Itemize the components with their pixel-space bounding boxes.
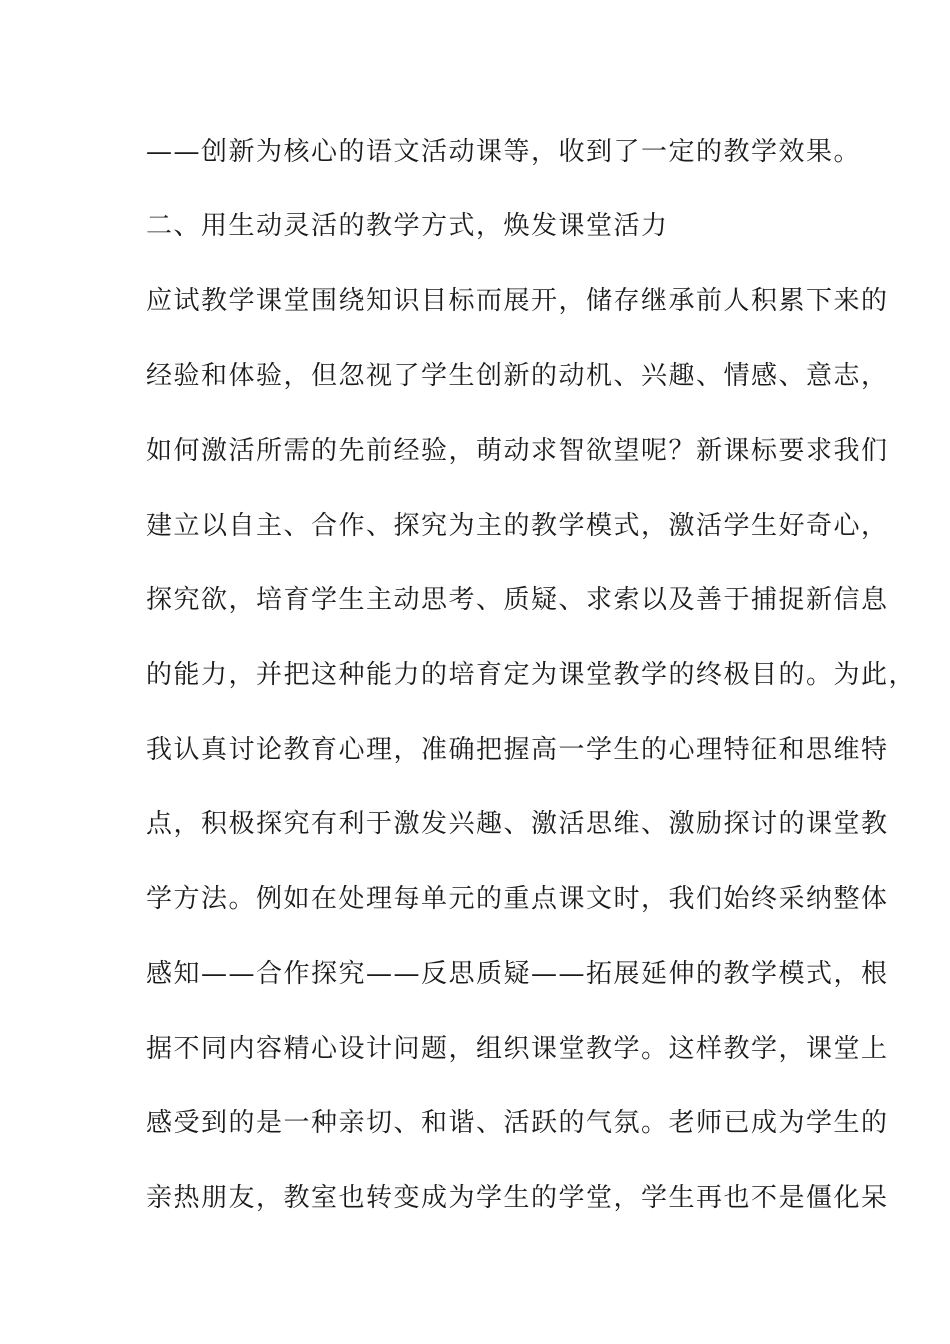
- paragraph-line: 据不同内容精心设计问题，组织课堂教学。这样教学，课堂上: [146, 1034, 889, 1064]
- paragraph-line: 学方法。例如在处理每单元的重点课文时，我们始终采纳整体: [146, 884, 889, 914]
- paragraph-line: 亲热朋友，教室也转变成为学生的学堂，学生再也不是僵化呆: [146, 1183, 889, 1213]
- paragraph-line: 探究欲，培育学生主动思考、质疑、求索以及善于捕捉新信息: [146, 585, 889, 615]
- paragraph-line: 我认真讨论教育心理，准确把握高一学生的心理特征和思维特: [146, 735, 889, 765]
- paragraph-line: 感知——合作探究——反思质疑——拓展延伸的教学模式，根: [146, 959, 889, 989]
- paragraph-line: 如何激活所需的先前经验，萌动求智欲望呢？新课标要求我们: [146, 436, 889, 466]
- paragraph-line: 建立以自主、合作、探究为主的教学模式，激活学生好奇心，: [146, 511, 889, 541]
- section-heading: 二、用生动灵活的教学方式，焕发课堂活力: [146, 211, 669, 241]
- paragraph-line: 点，积极探究有利于激发兴趣、激活思维、激励探讨的课堂教: [146, 809, 889, 839]
- paragraph-line: 经验和体验，但忽视了学生创新的动机、兴趣、情感、意志，: [146, 361, 889, 391]
- paragraph-line: 的能力，并把这种能力的培育定为课堂教学的终极目的。为此，: [146, 660, 917, 690]
- text-line-continuation: ——创新为核心的语文活动课等，收到了一定的教学效果。: [146, 137, 862, 167]
- paragraph-line: 应试教学课堂围绕知识目标而展开，储存继承前人积累下来的: [146, 286, 889, 316]
- paragraph-line: 感受到的是一种亲切、和谐、活跃的气氛。老师已成为学生的: [146, 1108, 889, 1138]
